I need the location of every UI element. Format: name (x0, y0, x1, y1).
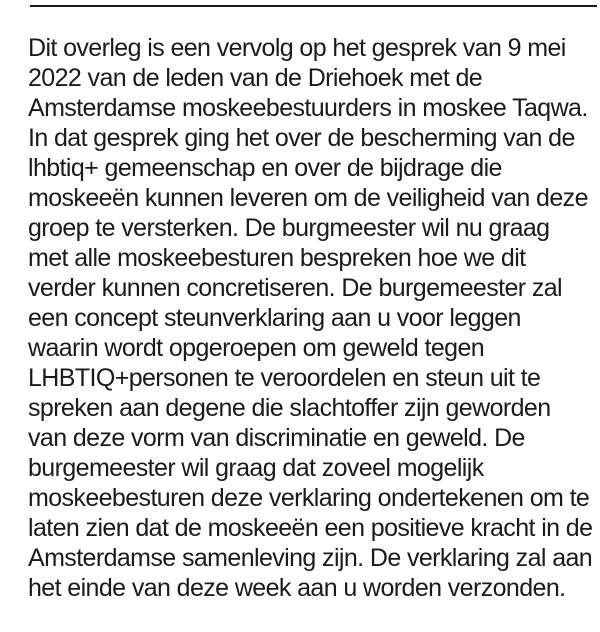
text-line: moskeebesturen deze verklaring ondertekenen om te (28, 484, 590, 512)
paragraph (28, 33, 600, 603)
text-line: Amsterdamse moskeebestuurders in moskee Taqwa. (28, 94, 588, 122)
text-line: Dit overleg is een vervolg op het gesprek van 9 mei (28, 34, 566, 62)
text-line: van deze vorm van discriminatie en geweld. De (28, 424, 525, 452)
text-line: verder kunnen concretiseren. De burgemeester zal (28, 274, 562, 302)
text-line: waarin wordt opgeroepen om geweld tegen (28, 334, 485, 362)
text-line: spreken aan degene die slachtoffer zijn geworden (28, 394, 551, 422)
text-line: met alle moskeebesturen bespreken hoe we dit (28, 244, 526, 272)
text-line: 2022 van de leden van de Driehoek met de (28, 64, 483, 92)
text-line: In dat gesprek ging het over de bescherming van de (28, 124, 575, 152)
text-line: LHBTIQ+personen te veroordelen en steun uit te (28, 364, 541, 392)
text-line: laten zien dat de moskeeën een positieve kracht in de (28, 514, 593, 542)
text-line: Amsterdamse samenleving zijn. De verklaring zal aan (28, 544, 593, 572)
text-line: een concept steunverklaring aan u voor leggen (28, 304, 521, 332)
text-line: het einde van deze week aan u worden verzonden. (28, 574, 566, 602)
text-line: burgemeester wil graag dat zoveel mogelijk (28, 454, 484, 482)
text-line: lhbtiq+ gemeenschap en over de bijdrage die (28, 154, 502, 182)
text-line: moskeeën kunnen leveren om de veiligheid van deze (28, 184, 588, 212)
top-rule-divider (30, 5, 597, 7)
text-line: groep te versterken. De burgmeester wil nu graag (28, 214, 550, 242)
